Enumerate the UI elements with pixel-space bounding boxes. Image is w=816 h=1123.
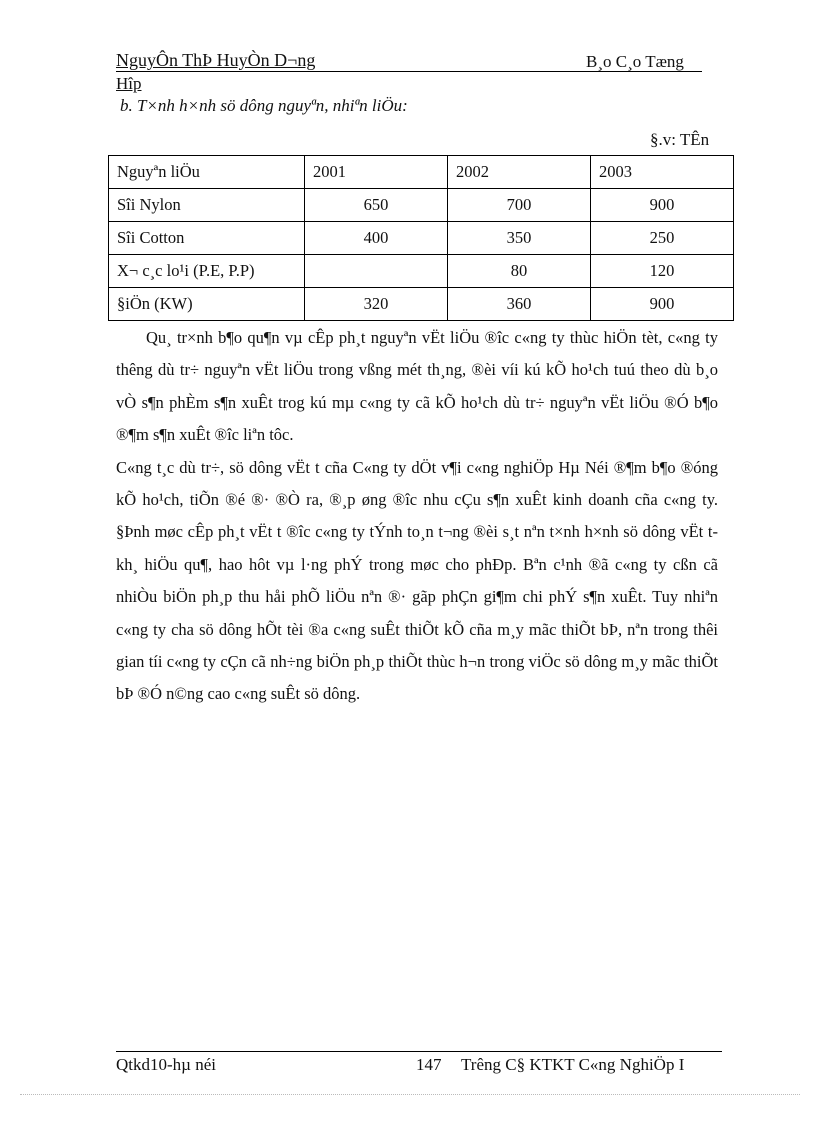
header-report-title-cont: Hîp xyxy=(116,74,142,93)
table-cell: Sîi Cotton xyxy=(109,222,305,255)
table-header-cell: 2001 xyxy=(305,156,448,189)
table-cell: Sîi Nylon xyxy=(109,189,305,222)
header-author: NguyÔn ThÞ HuyÒn D¬ng xyxy=(116,50,316,70)
table-cell: 900 xyxy=(591,189,734,222)
table-cell: 80 xyxy=(448,255,591,288)
table-cell xyxy=(305,255,448,288)
table-header-cell: Nguyªn liÖu xyxy=(109,156,305,189)
table-row xyxy=(109,288,734,321)
table-cell: X¬ c¸c lo¹i (P.E, P.P) xyxy=(109,255,305,288)
table-header-cell: 2002 xyxy=(448,156,591,189)
footer-class: Qtkd10-hµ néi xyxy=(116,1055,216,1074)
unit-label: §.v: TÊn xyxy=(650,130,710,149)
table-row xyxy=(109,222,734,255)
materials-table xyxy=(108,155,734,321)
paragraph: C«ng t¸c dù tr÷, sö dông vËt t cña C«ng ty dÖt v¶i c«ng nghiÖp Hµ Néi ®¶m b¶o ®óng kÕ ho¹ch, tiÕn ®é ®· ®Ò ra, ®¸p øng ®îc nhu cÇu s¶n xuÊt kinh doanh cña c«ng ty. §Þnh møc cÊp ph¸t vËt t ®îc c«ng ty tÝnh to¸n t¬ng ®èi s¸t nªn t×nh h×nh sö dông vËt t kh¸ hiÖu qu¶, hao hôt vµ l·ng phÝ trong møc cho phÐp. Bªn c¹nh ®ã c«ng ty cßn cã nhiÒu biÖn ph¸p thu håi phÕ liÖu nªn ®· gãp phÇn gi¶m chi phÝ s¶n xuÊt. Tuy nhiªn c«ng ty cha sö dông hÕt tèi ®a c«ng suÊt thiÕt kÕ cña m¸y mãc thiÕt bÞ, nªn trong thêi gian tíi c«ng ty cÇn cã nh÷ng biÖn ph¸p thiÕt thùc h¬n trong viÖc sö dông m¸y mãc thiÕt bÞ ®Ó n©ng cao c«ng suÊt sö dông. xyxy=(116,457,718,704)
header-report-title: B¸o C¸o Tæng xyxy=(586,52,684,71)
table-cell: 400 xyxy=(305,222,448,255)
table-cell: 120 xyxy=(591,255,734,288)
body-text xyxy=(116,322,718,711)
table-cell: 360 xyxy=(448,288,591,321)
table-row xyxy=(109,189,734,222)
footer-school: Trêng C§ KTKT C«ng NghiÖp I xyxy=(461,1055,685,1074)
table-cell: 650 xyxy=(305,189,448,222)
page-bottom-divider xyxy=(20,1094,800,1095)
table-cell: §iÖn (KW) xyxy=(109,288,305,321)
table-header-cell: 2003 xyxy=(591,156,734,189)
section-title: b. T×nh h×nh sö dông nguyªn, nhiªn liÖu: xyxy=(120,96,408,115)
paragraph: Qu¸ tr×nh b¶o qu¶n vµ cÊp ph¸t nguyªn vËt liÖu ®îc c«ng ty thùc hiÖn tèt, c«ng ty thêng dù tr÷ nguyªn vËt liÖu trong vßng mét th¸ng, ®èi víi kú kÕ ho¹ch tuú theo dù b¸o vÒ s¶n phÈm s¶n xuÊt trog kú mµ c«ng ty cã kÕ ho¹ch dù tr÷ nguyªn vËt liÖu ®Ó b¶o ®¶m s¶n xuÊt ®îc liªn tôc. xyxy=(116,328,718,445)
table-cell: 250 xyxy=(591,222,734,255)
table-cell: 700 xyxy=(448,189,591,222)
header-rule xyxy=(116,71,702,72)
table-cell: 350 xyxy=(448,222,591,255)
footer-rule xyxy=(116,1051,722,1052)
page-number: 147 xyxy=(416,1055,442,1074)
table-row xyxy=(109,255,734,288)
table-header-row xyxy=(109,156,734,189)
table-cell: 320 xyxy=(305,288,448,321)
table-cell: 900 xyxy=(591,288,734,321)
